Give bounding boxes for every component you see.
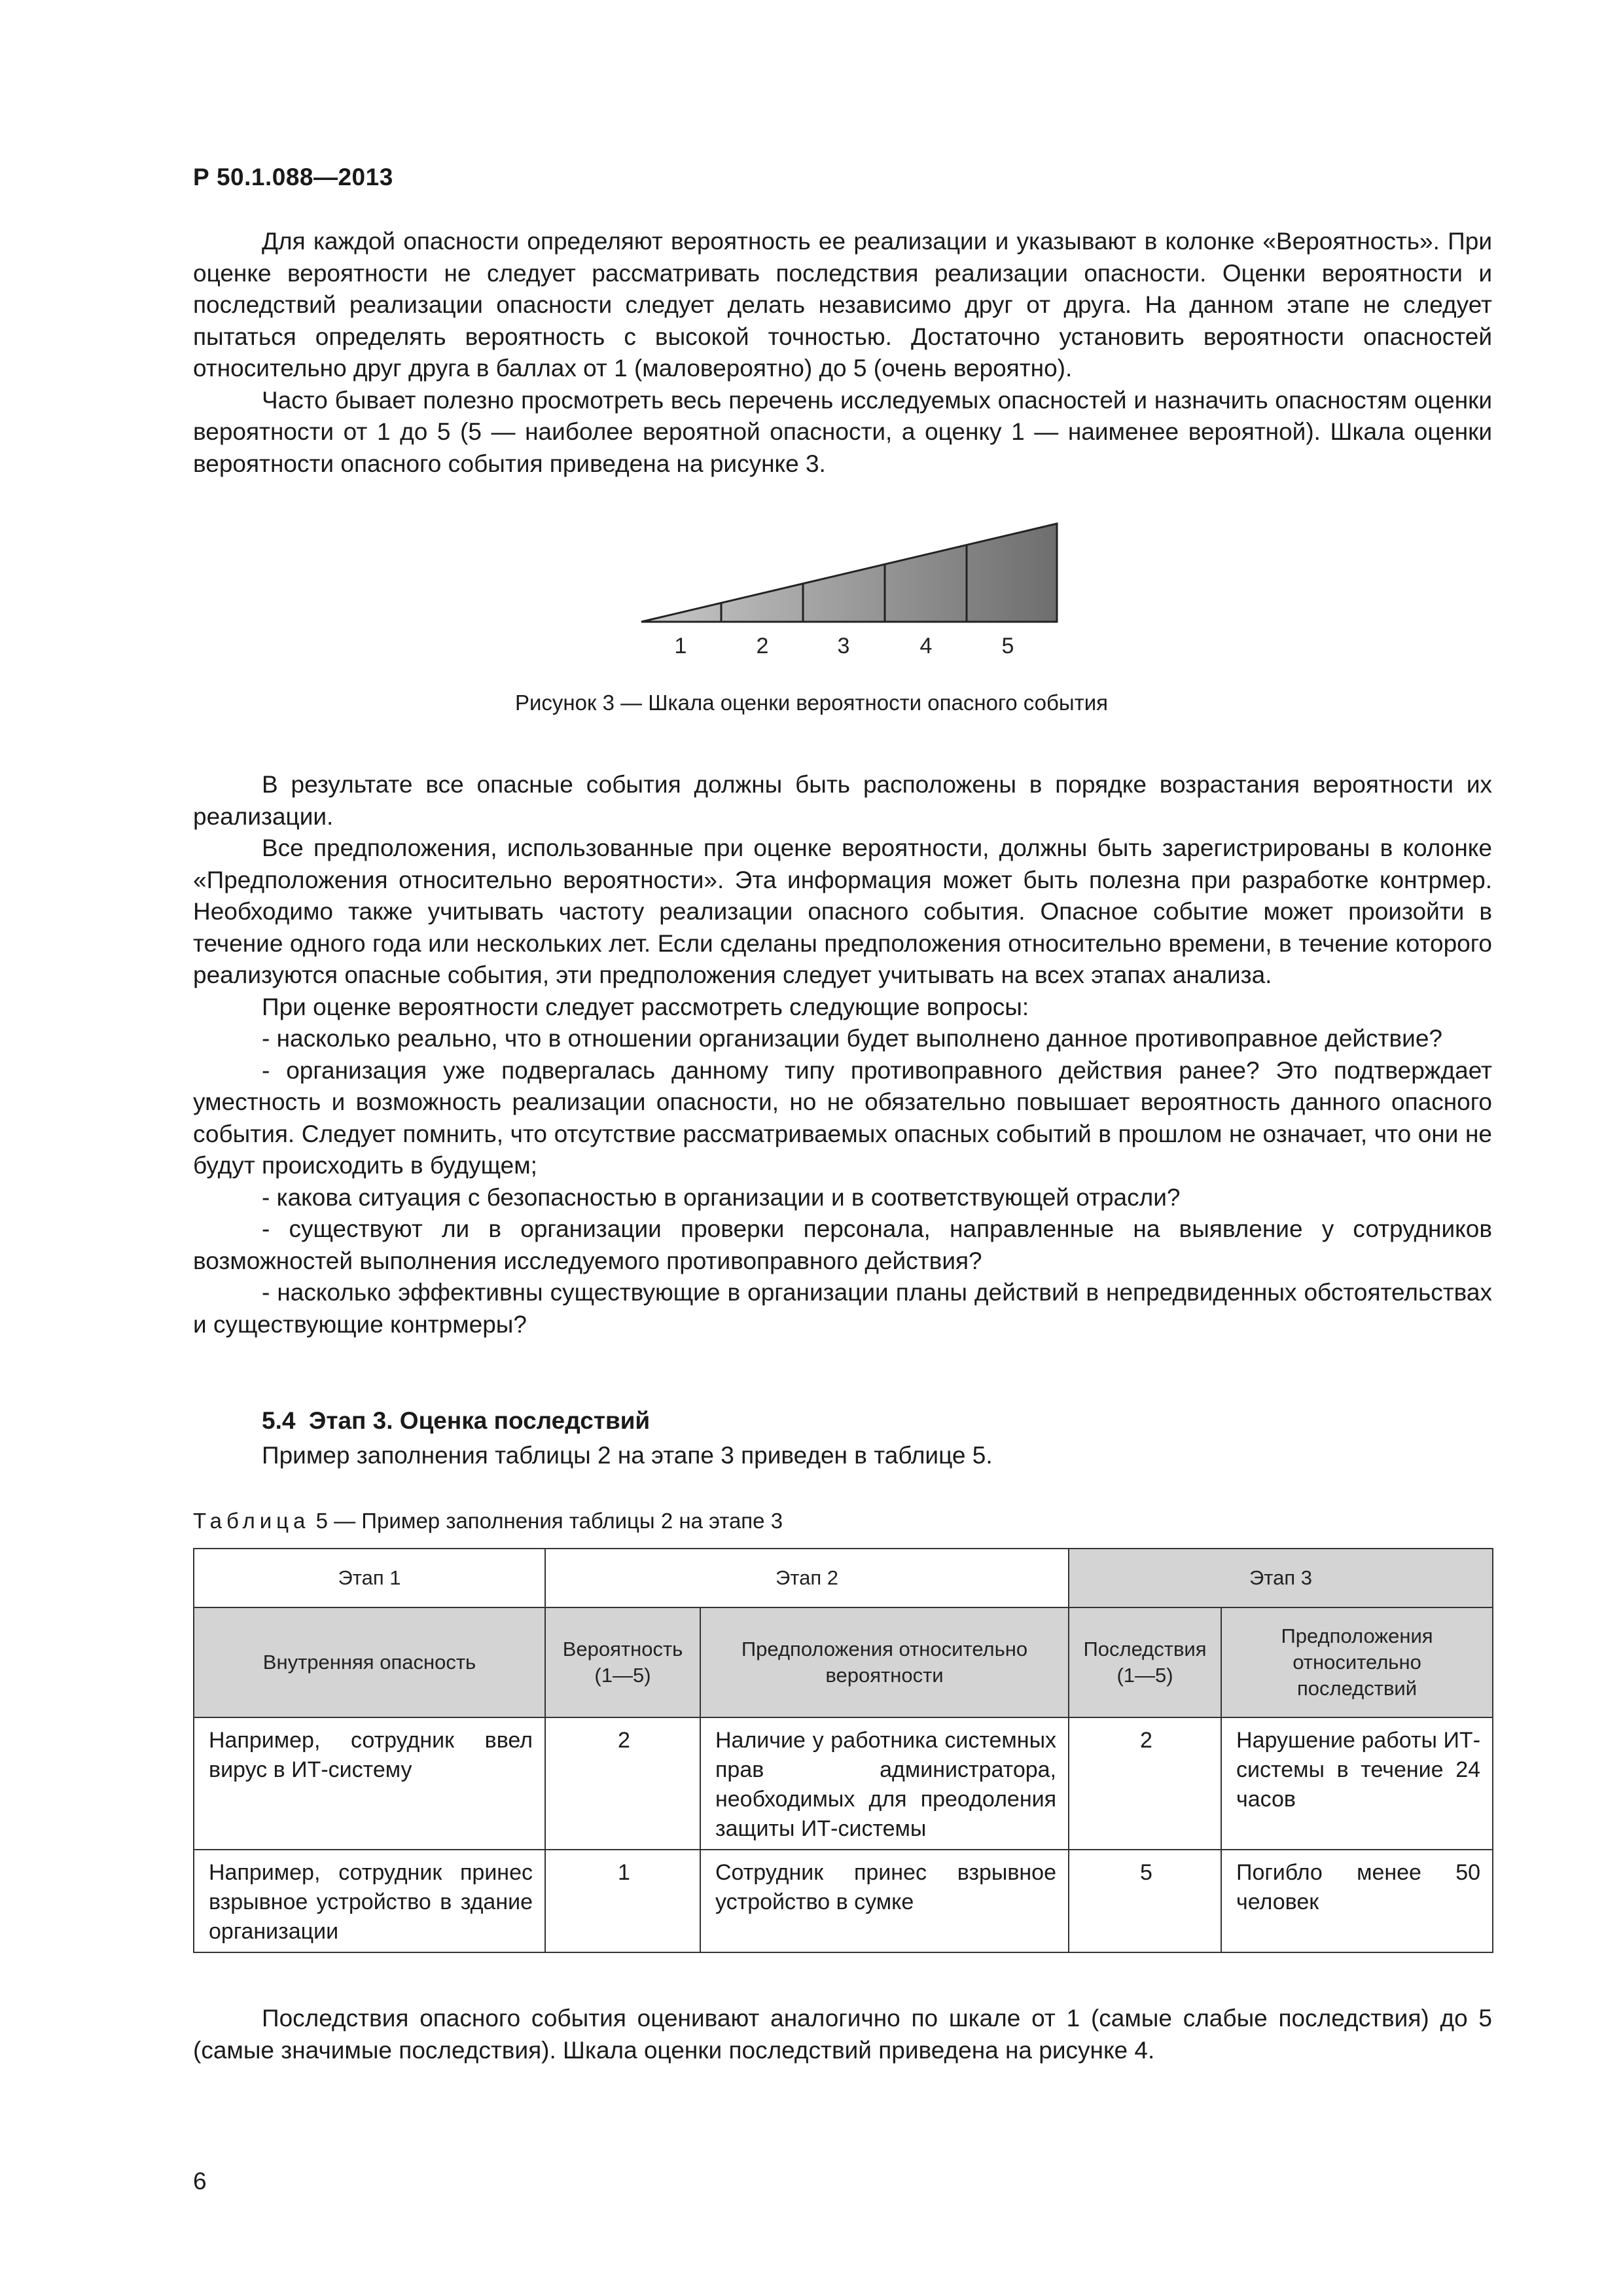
table-row: [194, 1717, 1493, 1850]
table-header-cell: Вероятность (1—5): [545, 1607, 700, 1717]
table-row: [194, 1850, 1493, 1952]
paragraph: Последствия опасного события оценивают аналогично по шкале от 1 (самые слабые последствия) до 5 (самые значимые последствия). Шкала оценки последствий приведена на рисунке 4.: [193, 2005, 1492, 2064]
table-cell: Например, сотрудник принес взрывное устройство в здание организации: [194, 1850, 545, 1952]
paragraph: Все предположения, использованные при оценке вероятности, должны быть зарегистрированы в колонке «Предположения относительно вероятности». Эта информация может быть полезна при разработке контрмер. Необходимо также учитывать частоту реализации опасного события. Опасное событие может произойти в течение одного года или нескольких лет. Если сделаны предположения относительно времени, в течение которого реализуются опасные события, эти предположения следует учитывать на всех этапах анализа.: [193, 834, 1492, 988]
table-header-cell: Этап 2: [545, 1549, 1069, 1607]
table-cell: Нарушение работы ИТ-системы в течение 24 часов: [1221, 1717, 1493, 1850]
list-item: - какова ситуация с безопасностью в организации и в соответствующей отрасли?: [262, 1183, 1181, 1211]
figure-caption: Рисунок 3 — Шкала оценки вероятности опасного события: [514, 691, 1109, 715]
paragraph: В результате все опасные события должны быть расположены в порядке возрастания вероятности их реализации.: [193, 771, 1492, 830]
table-cell: 2: [545, 1717, 700, 1850]
table-cell: 1: [545, 1850, 700, 1952]
scale-label: 3: [837, 634, 850, 658]
scale-wedge: [641, 524, 1057, 622]
section-number: 5.4: [262, 1407, 296, 1434]
closing-text: [193, 2003, 1492, 2066]
table-header-cell: Последствия (1—5): [1069, 1607, 1221, 1717]
table-cell: Погибло менее 50 человек: [1221, 1850, 1493, 1952]
table-stage-header-row: [194, 1549, 1493, 1607]
paragraph: При оценке вероятности следует рассмотреть следующие вопросы:: [262, 993, 1029, 1020]
probability-scale-figure: [638, 517, 1070, 668]
document-code: Р 50.1.088—2013: [193, 164, 393, 190]
body-text: [193, 769, 1492, 1340]
table-cell: 5: [1069, 1850, 1221, 1952]
paragraph: Часто бывает полезно просмотреть весь перечень исследуемых опасностей и назначить опасностям оценки вероятности от 1 до 5 (5 — наиболее вероятной опасности, а оценку 1 — наименее вероятной). Шкала оценки вероятности опасного события приведена на рисунке 3.: [193, 386, 1492, 477]
section-text: [193, 1440, 1492, 1472]
table-column-header-row: [194, 1607, 1493, 1717]
list-item: - существуют ли в организации проверки персонала, направленные на выявление у сотрудников возможностей выполнения исследуемого противоправного действия?: [193, 1215, 1492, 1274]
intro-text: [193, 226, 1492, 480]
page-number: 6: [193, 2168, 207, 2195]
paragraph: Для каждой опасности определяют вероятность ее реализации и указывают в колонке «Вероятность». При оценке вероятности не следует рассматривать последствия реализации опасности. Оценки вероятности и последствий реализации опасности следует делать независимо друг от друга. На данном этапе не следует пытаться определять вероятность с высокой точностью. Достаточно установить вероятности опасностей относительно друг друга в баллах от 1 (маловероятно) до 5 (очень вероятно).: [193, 228, 1492, 382]
table-header-cell: Предположения относительно последствий: [1221, 1607, 1493, 1717]
table-header-cell: Предположения относительно вероятности: [700, 1607, 1069, 1717]
list-item: - насколько реально, что в отношении организации будет выполнено данное противоправное действие?: [262, 1025, 1442, 1052]
table-cell: Например, сотрудник ввел вирус в ИТ-систему: [194, 1717, 545, 1850]
table-caption-text: 5 — Пример заполнения таблицы 2 на этапе 3: [315, 1509, 783, 1533]
table-cell: 2: [1069, 1717, 1221, 1850]
table-header-cell: Внутренняя опасность: [194, 1607, 545, 1717]
scale-label: 4: [919, 634, 933, 658]
table-header-cell: Этап 3: [1069, 1549, 1493, 1607]
table-caption-prefix: Таблица: [193, 1509, 310, 1533]
section-heading: [262, 1407, 650, 1435]
scale-label: 5: [1001, 634, 1014, 658]
table-cell: Наличие у работника системных прав администратора, необходимых для преодоления защиты ИТ-системы: [700, 1717, 1069, 1850]
scale-label: 1: [674, 634, 687, 658]
section-title: Этап 3. Оценка последствий: [309, 1407, 651, 1434]
table-caption: [193, 1509, 783, 1534]
table-5: [193, 1548, 1493, 1953]
list-item: - организация уже подвергалась данному типу противоправного действия ранее? Это подтверждает уместность и возможность реализации опасности, но не обязательно повышает вероятность данного опасного события. Следует помнить, что отсутствие рассматриваемых опасных событий в прошлом не означает, что они не будут происходить в будущем;: [193, 1056, 1492, 1179]
list-item: - насколько эффективны существующие в организации планы действий в непредвиденных обстоятельствах и существующие контрмеры?: [193, 1279, 1492, 1338]
table-cell: Сотрудник принес взрывное устройство в сумке: [700, 1850, 1069, 1952]
table-header-cell: Этап 1: [194, 1549, 545, 1607]
scale-label: 2: [756, 634, 769, 658]
paragraph: Пример заполнения таблицы 2 на этапе 3 приведен в таблице 5.: [262, 1442, 993, 1469]
